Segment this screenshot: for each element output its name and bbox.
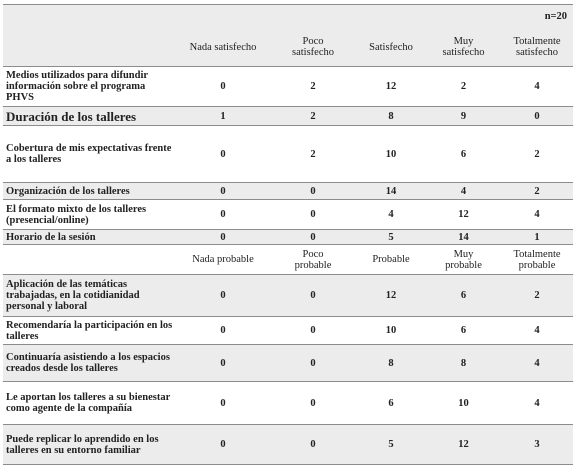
table-row bbox=[3, 67, 573, 107]
cell-value: 5 bbox=[356, 425, 426, 465]
cell-value: 0 bbox=[501, 107, 573, 126]
cell-value: 6 bbox=[426, 317, 501, 345]
cell-value: 0 bbox=[176, 425, 270, 465]
cell-value: 0 bbox=[176, 317, 270, 345]
survey-table bbox=[3, 4, 573, 465]
cell-value: 0 bbox=[270, 317, 356, 345]
cell-value: 4 bbox=[426, 183, 501, 200]
table-row bbox=[3, 345, 573, 382]
cell-value: 0 bbox=[176, 183, 270, 200]
sample-size: n=20 bbox=[3, 5, 573, 29]
header-nada-probable: Nada probable bbox=[176, 245, 270, 275]
cell-value: 12 bbox=[356, 275, 426, 317]
probability-header-row bbox=[3, 245, 573, 275]
row-label: Continuaría asistiendo a los espacios creados desde los talleres bbox=[3, 345, 176, 382]
cell-value: 0 bbox=[176, 275, 270, 317]
cell-value: 2 bbox=[501, 275, 573, 317]
cell-value: 8 bbox=[426, 345, 501, 382]
cell-value: 8 bbox=[356, 345, 426, 382]
n-row bbox=[3, 5, 573, 29]
table-row bbox=[3, 230, 573, 245]
cell-value: 1 bbox=[501, 230, 573, 245]
row-label: Organización de los talleres bbox=[3, 183, 176, 200]
cell-value: 0 bbox=[176, 67, 270, 107]
header-blank bbox=[3, 245, 176, 275]
header-blank bbox=[3, 29, 176, 67]
cell-value: 12 bbox=[426, 425, 501, 465]
cell-value: 2 bbox=[501, 183, 573, 200]
cell-value: 6 bbox=[356, 382, 426, 425]
cell-value: 0 bbox=[270, 230, 356, 245]
cell-value: 6 bbox=[426, 275, 501, 317]
header-poco-probable: Poco probable bbox=[270, 245, 356, 275]
cell-value: 0 bbox=[176, 200, 270, 230]
cell-value: 9 bbox=[426, 107, 501, 126]
header-probable: Probable bbox=[356, 245, 426, 275]
cell-value: 4 bbox=[501, 67, 573, 107]
cell-value: 1 bbox=[176, 107, 270, 126]
row-label: Horario de la sesión bbox=[3, 230, 176, 245]
cell-value: 2 bbox=[270, 107, 356, 126]
table-row bbox=[3, 382, 573, 425]
header-totalmente-probable: Totalmente probable bbox=[501, 245, 573, 275]
cell-value: 0 bbox=[176, 382, 270, 425]
row-label: Puede replicar lo aprendido en los talleres en su entorno familiar bbox=[3, 425, 176, 465]
row-label: Duración de los talleres bbox=[3, 107, 176, 126]
table-row bbox=[3, 317, 573, 345]
table-row bbox=[3, 107, 573, 126]
cell-value: 4 bbox=[501, 317, 573, 345]
header-muy-satisfecho: Muy satisfecho bbox=[426, 29, 501, 67]
cell-value: 14 bbox=[426, 230, 501, 245]
header-satisfecho: Satisfecho bbox=[356, 29, 426, 67]
cell-value: 2 bbox=[501, 126, 573, 183]
cell-value: 2 bbox=[426, 67, 501, 107]
cell-value: 0 bbox=[270, 183, 356, 200]
cell-value: 4 bbox=[501, 382, 573, 425]
satisfaction-header-row bbox=[3, 29, 573, 67]
row-label: Cobertura de mis expectativas frente a los talleres bbox=[3, 126, 176, 183]
row-label: Aplicación de las temáticas trabajadas, en la cotidianidad personal y laboral bbox=[3, 275, 176, 317]
row-label: Medios utilizados para difundir información sobre el programa PHVS bbox=[3, 67, 176, 107]
cell-value: 4 bbox=[501, 200, 573, 230]
cell-value: 0 bbox=[270, 275, 356, 317]
table-row bbox=[3, 425, 573, 465]
row-label: Recomendaría la participación en los talleres bbox=[3, 317, 176, 345]
header-totalmente-satisfecho: Totalmente satisfecho bbox=[501, 29, 573, 67]
cell-value: 0 bbox=[176, 230, 270, 245]
cell-value: 3 bbox=[501, 425, 573, 465]
table-row bbox=[3, 183, 573, 200]
cell-value: 0 bbox=[176, 126, 270, 183]
table-row bbox=[3, 126, 573, 183]
cell-value: 10 bbox=[426, 382, 501, 425]
cell-value: 2 bbox=[270, 67, 356, 107]
row-label: Le aportan los talleres a su bienestar como agente de la compañía bbox=[3, 382, 176, 425]
cell-value: 12 bbox=[426, 200, 501, 230]
cell-value: 2 bbox=[270, 126, 356, 183]
cell-value: 10 bbox=[356, 126, 426, 183]
cell-value: 8 bbox=[356, 107, 426, 126]
cell-value: 0 bbox=[270, 200, 356, 230]
cell-value: 0 bbox=[176, 345, 270, 382]
cell-value: 14 bbox=[356, 183, 426, 200]
header-nada-satisfecho: Nada satisfecho bbox=[176, 29, 270, 67]
cell-value: 6 bbox=[426, 126, 501, 183]
cell-value: 4 bbox=[356, 200, 426, 230]
header-poco-satisfecho: Poco satisfecho bbox=[270, 29, 356, 67]
table-row bbox=[3, 275, 573, 317]
row-label: El formato mixto de los talleres (presencial/online) bbox=[3, 200, 176, 230]
cell-value: 10 bbox=[356, 317, 426, 345]
cell-value: 0 bbox=[270, 345, 356, 382]
cell-value: 0 bbox=[270, 382, 356, 425]
cell-value: 4 bbox=[501, 345, 573, 382]
cell-value: 0 bbox=[270, 425, 356, 465]
cell-value: 5 bbox=[356, 230, 426, 245]
cell-value: 12 bbox=[356, 67, 426, 107]
table-row bbox=[3, 200, 573, 230]
header-muy-probable: Muy probable bbox=[426, 245, 501, 275]
